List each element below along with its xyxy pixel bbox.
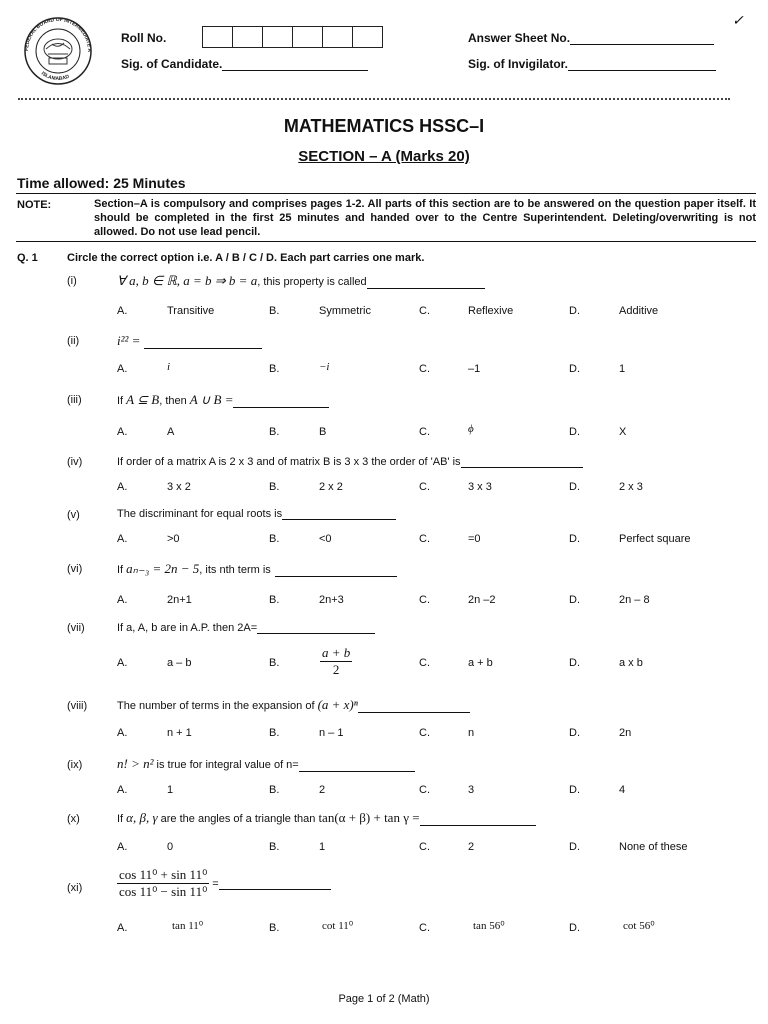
question-number: Q. 1 bbox=[17, 252, 38, 264]
option-letter-a[interactable]: A. bbox=[117, 363, 128, 375]
item-number: (viii) bbox=[67, 700, 88, 712]
option-value[interactable]: 2 x 3 bbox=[619, 481, 643, 493]
option-value[interactable]: 1 bbox=[619, 363, 626, 375]
option-value[interactable]: tan 11⁰ bbox=[172, 920, 204, 932]
option-letter-d[interactable]: D. bbox=[569, 727, 580, 739]
dotted-separator bbox=[18, 98, 730, 100]
item-number: (x) bbox=[67, 813, 80, 825]
note-bottom-rule bbox=[16, 241, 756, 242]
roll-no-box[interactable] bbox=[202, 26, 233, 48]
roll-no-box[interactable] bbox=[262, 26, 293, 48]
item-math: i²² = bbox=[117, 333, 141, 348]
option-letter-c[interactable]: C. bbox=[419, 426, 430, 438]
option-value[interactable]: 4 bbox=[619, 784, 626, 796]
option-value[interactable]: 0 bbox=[167, 841, 174, 853]
answer-blank[interactable] bbox=[219, 877, 331, 890]
option-value[interactable]: A bbox=[167, 426, 175, 438]
item-text: , this property is called bbox=[257, 276, 367, 288]
item-text: If bbox=[117, 813, 127, 825]
option-value[interactable]: 1 bbox=[167, 784, 174, 796]
option-value[interactable]: Reflexive bbox=[468, 305, 514, 317]
item-question bbox=[117, 621, 375, 634]
item-text: If a, A, b are in A.P. then 2A= bbox=[117, 622, 258, 634]
item-math: α, β, γ bbox=[126, 810, 158, 825]
option-value[interactable]: n bbox=[468, 727, 475, 739]
item-fraction bbox=[117, 867, 209, 900]
item-question bbox=[117, 867, 331, 900]
item-question bbox=[117, 333, 262, 349]
option-letter-a[interactable]: A. bbox=[117, 657, 128, 669]
roll-no-label: Roll No. bbox=[121, 31, 167, 45]
item-text: If bbox=[117, 564, 127, 576]
option-letter-b[interactable]: B. bbox=[269, 841, 280, 853]
option-letter-c[interactable]: C. bbox=[419, 784, 430, 796]
option-value[interactable]: cot 56⁰ bbox=[623, 920, 655, 932]
item-math: ∀ a, b ∈ ℝ, a = b ⇒ b = a bbox=[117, 273, 258, 288]
item-math: (a + x)ⁿ bbox=[317, 697, 358, 712]
item-text: If bbox=[117, 395, 127, 407]
item-text: is true for integral value of n= bbox=[153, 759, 299, 771]
item-text: are the angles of a triangle than bbox=[157, 813, 319, 825]
option-value[interactable]: Additive bbox=[619, 305, 659, 317]
item-math: tan(α + β) + tan γ = bbox=[318, 810, 420, 825]
option-value[interactable]: 3 x 3 bbox=[468, 481, 492, 493]
option-letter-b[interactable]: B. bbox=[269, 533, 280, 545]
option-letter-b[interactable]: B. bbox=[269, 305, 280, 317]
option-value[interactable]: Transitive bbox=[167, 305, 215, 317]
item-number: (ii) bbox=[67, 335, 80, 347]
candidate-signature bbox=[121, 57, 368, 71]
time-allowed: Time allowed: 25 Minutes bbox=[17, 175, 186, 191]
option-letter-b[interactable]: B. bbox=[269, 727, 280, 739]
item-math: n! > n² bbox=[117, 756, 154, 771]
item-question bbox=[117, 697, 470, 713]
option-value[interactable]: 2 bbox=[319, 784, 326, 796]
answer-sheet-line[interactable] bbox=[570, 32, 714, 45]
option-letter-b[interactable]: B. bbox=[269, 657, 280, 669]
answer-blank[interactable] bbox=[275, 564, 397, 577]
option-value[interactable]: 2n bbox=[619, 727, 632, 739]
option-letter-c[interactable]: C. bbox=[419, 922, 430, 934]
item-number: (vi) bbox=[67, 563, 83, 575]
option-value-fraction[interactable]: $\frac{a + b}{2}$ bbox=[322, 645, 351, 677]
item-text: The number of terms in the expansion of bbox=[117, 700, 318, 712]
option-letter-a[interactable]: A. bbox=[117, 784, 128, 796]
option-value[interactable]: B bbox=[319, 426, 327, 438]
item-question bbox=[117, 273, 485, 289]
roll-no-box[interactable] bbox=[322, 26, 353, 48]
invigilator-signature-line[interactable] bbox=[568, 58, 716, 71]
note-text: Section–A is compulsory and comprises pages 1-2. All parts of this section are to be answered on the question paper itself. It should be completed in the first 25 minutes and handed over to the Centre Superintendent. Deleting/overwriting is not allowed. Do not use lead pencil. bbox=[94, 198, 756, 238]
note-label: NOTE: bbox=[17, 199, 52, 211]
option-letter-d[interactable]: D. bbox=[569, 305, 580, 317]
item-number: (vii) bbox=[67, 622, 85, 634]
option-value[interactable]: Perfect square bbox=[619, 533, 691, 545]
option-value[interactable]: −i bbox=[319, 361, 330, 373]
option-letter-a[interactable]: A. bbox=[117, 426, 128, 438]
item-question bbox=[117, 810, 536, 826]
option-letter-d[interactable]: D. bbox=[569, 533, 580, 545]
option-value[interactable]: 2 x 2 bbox=[319, 481, 343, 493]
option-letter-a[interactable]: A. bbox=[117, 305, 128, 317]
answer-blank[interactable] bbox=[233, 395, 329, 408]
answer-blank[interactable] bbox=[358, 700, 470, 713]
option-letter-c[interactable]: C. bbox=[419, 727, 430, 739]
option-value[interactable]: 2n – 8 bbox=[619, 594, 650, 606]
option-letter-d[interactable]: D. bbox=[569, 426, 580, 438]
option-value[interactable]: 1 bbox=[319, 841, 326, 853]
page-title: MATHEMATICS HSSC–I bbox=[283, 116, 485, 136]
option-letter-d[interactable]: D. bbox=[569, 784, 580, 796]
invigilator-signature bbox=[468, 57, 716, 71]
note-top-rule bbox=[16, 193, 756, 194]
option-letter-b[interactable]: B. bbox=[269, 481, 280, 493]
option-value[interactable]: 3 x 2 bbox=[167, 481, 191, 493]
option-value[interactable]: 2n –2 bbox=[468, 594, 496, 606]
item-question bbox=[117, 561, 397, 577]
option-value[interactable]: X bbox=[619, 426, 627, 438]
item-math: A ∪ B = bbox=[189, 392, 234, 407]
option-letter-a[interactable]: A. bbox=[117, 841, 128, 853]
svg-text:ISLAMABAD: ISLAMABAD bbox=[39, 70, 71, 83]
option-letter-a[interactable]: A. bbox=[117, 481, 128, 493]
option-letter-c[interactable]: C. bbox=[419, 481, 430, 493]
option-letter-c[interactable]: C. bbox=[419, 657, 430, 669]
item-number: (i) bbox=[67, 275, 77, 287]
answer-blank[interactable] bbox=[299, 759, 415, 772]
option-value[interactable]: 2n+1 bbox=[167, 594, 192, 606]
option-value[interactable]: a x b bbox=[619, 657, 643, 669]
corner-mark: ✓ bbox=[732, 12, 744, 28]
option-letter-b[interactable]: B. bbox=[269, 426, 280, 438]
svg-text:FEDERAL BOARD OF INTERMEDIATE: FEDERAL BOARD OF INTERMEDIATE A bbox=[23, 16, 93, 53]
item-math: aₙ₋₃ = 2n − 5 bbox=[126, 561, 200, 576]
option-value[interactable]: a – b bbox=[167, 657, 192, 669]
item-text: If order of a matrix A is 2 x 3 and of matrix B is 3 x 3 the order of 'AB' is bbox=[117, 456, 461, 468]
option-value[interactable]: Symmetric bbox=[319, 305, 371, 317]
option-letter-b[interactable]: B. bbox=[269, 784, 280, 796]
item-number: (iii) bbox=[67, 394, 82, 406]
section-heading-text: SECTION – A (Marks 20) bbox=[298, 148, 470, 165]
option-value[interactable]: n – 1 bbox=[319, 727, 344, 739]
invigilator-signature-label: Sig. of Invigilator. bbox=[468, 57, 569, 71]
item-question bbox=[117, 507, 396, 520]
fraction-numerator: cos 11⁰ + sin 11⁰ bbox=[119, 867, 208, 882]
item-number: (v) bbox=[67, 509, 80, 521]
option-letter-b[interactable]: B. bbox=[269, 922, 280, 934]
option-value[interactable]: tan 56⁰ bbox=[473, 920, 505, 932]
item-number: (iv) bbox=[67, 456, 83, 468]
option-letter-d[interactable]: D. bbox=[569, 841, 580, 853]
option-letter-a[interactable]: A. bbox=[117, 922, 128, 934]
option-value[interactable]: n + 1 bbox=[167, 727, 192, 739]
answer-blank[interactable] bbox=[420, 813, 536, 826]
option-value[interactable]: –1 bbox=[468, 363, 481, 375]
option-letter-d[interactable]: D. bbox=[569, 657, 580, 669]
option-letter-c[interactable]: C. bbox=[419, 305, 430, 317]
question-instruction: Circle the correct option i.e. A / B / C / D. Each part carries one mark. bbox=[67, 252, 425, 264]
answer-blank[interactable] bbox=[144, 336, 262, 349]
item-question bbox=[117, 455, 583, 468]
answer-blank[interactable] bbox=[461, 455, 583, 468]
option-value[interactable]: i bbox=[167, 361, 171, 373]
candidate-signature-line[interactable] bbox=[222, 58, 368, 71]
candidate-signature-label: Sig. of Candidate. bbox=[121, 57, 223, 71]
answer-sheet-label: Answer Sheet No. bbox=[468, 31, 571, 45]
item-math: A ⊆ B bbox=[126, 392, 160, 407]
item-text: , its nth term is bbox=[199, 564, 271, 576]
option-value[interactable]: a + b bbox=[468, 657, 493, 669]
option-value[interactable]: None of these bbox=[619, 841, 688, 853]
option-value[interactable]: >0 bbox=[167, 533, 180, 545]
item-text: , then bbox=[159, 395, 190, 407]
item-number: (xi) bbox=[67, 882, 83, 894]
option-value[interactable]: 2 bbox=[468, 841, 475, 853]
option-letter-a[interactable]: A. bbox=[117, 727, 128, 739]
option-letter-b[interactable]: B. bbox=[269, 594, 280, 606]
section-heading bbox=[0, 148, 768, 165]
option-letter-d[interactable]: D. bbox=[569, 594, 580, 606]
roll-no-box[interactable] bbox=[352, 26, 383, 48]
option-letter-d[interactable]: D. bbox=[569, 481, 580, 493]
equals-sign: = bbox=[212, 877, 219, 890]
roll-no-box[interactable] bbox=[292, 26, 323, 48]
item-text: The discriminant for equal roots is bbox=[117, 508, 283, 520]
answer-blank[interactable] bbox=[282, 507, 396, 520]
option-letter-b[interactable]: B. bbox=[269, 363, 280, 375]
answer-sheet-no bbox=[468, 31, 714, 45]
option-letter-d[interactable]: D. bbox=[569, 922, 580, 934]
fraction-denominator: cos 11⁰ − sin 11⁰ bbox=[119, 884, 208, 899]
option-value[interactable]: 2n+3 bbox=[319, 594, 344, 606]
option-letter-c[interactable]: C. bbox=[419, 533, 430, 545]
page-footer: Page 1 of 2 (Math) bbox=[338, 993, 430, 1005]
answer-blank[interactable] bbox=[257, 621, 375, 634]
option-letter-d[interactable]: D. bbox=[569, 363, 580, 375]
option-letter-c[interactable]: C. bbox=[419, 594, 430, 606]
option-value[interactable]: =0 bbox=[468, 533, 481, 545]
answer-blank[interactable] bbox=[367, 276, 485, 289]
board-seal-logo bbox=[16, 16, 100, 86]
item-question bbox=[117, 392, 329, 408]
roll-no-boxes[interactable] bbox=[203, 26, 383, 48]
option-letter-a[interactable]: A. bbox=[117, 533, 128, 545]
option-value[interactable]: ϕ bbox=[468, 423, 474, 435]
roll-no-box[interactable] bbox=[232, 26, 263, 48]
item-number: (ix) bbox=[67, 759, 83, 771]
option-letter-c[interactable]: C. bbox=[419, 841, 430, 853]
option-letter-c[interactable]: C. bbox=[419, 363, 430, 375]
option-letter-a[interactable]: A. bbox=[117, 594, 128, 606]
option-value[interactable]: <0 bbox=[319, 533, 332, 545]
option-value[interactable]: 3 bbox=[468, 784, 475, 796]
option-value[interactable]: cot 11⁰ bbox=[322, 920, 354, 932]
item-question bbox=[117, 756, 415, 772]
